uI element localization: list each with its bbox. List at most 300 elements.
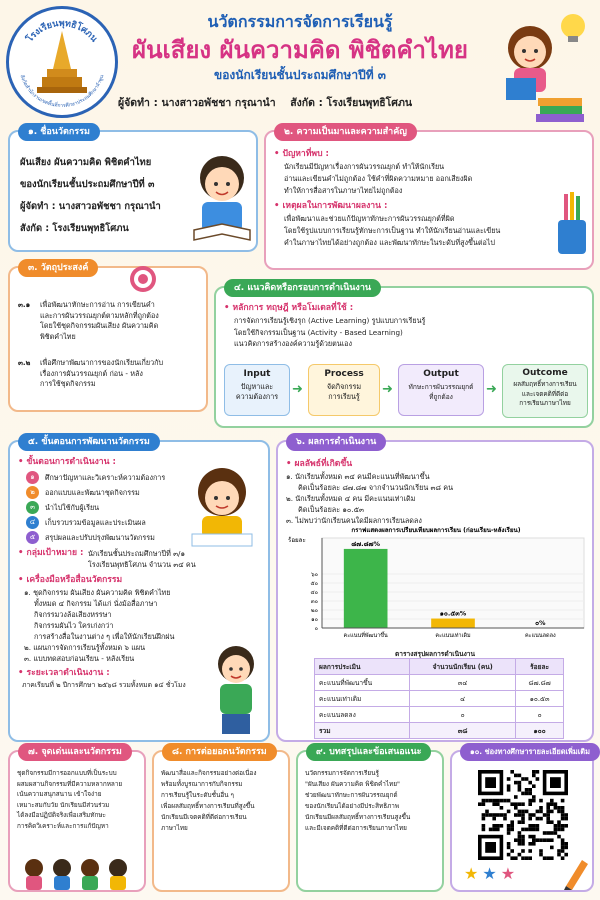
qr-module	[528, 792, 532, 796]
flow-input	[224, 364, 290, 416]
reason-text	[274, 213, 586, 249]
qr-module	[518, 781, 522, 785]
qr-module	[525, 810, 529, 814]
extension-line: นักเรียนมีเจตคติที่ดีต่อการเรียน	[161, 813, 247, 821]
qr-module	[550, 831, 554, 835]
qr-module	[514, 774, 518, 778]
qr-module	[525, 788, 529, 792]
qr-module	[543, 856, 547, 860]
qr-module	[518, 831, 522, 835]
flow-outcome	[502, 364, 588, 418]
title-grade: ของนักเรียนชั้นประถมศึกษาปีที่ ๓	[214, 68, 386, 82]
qr-module	[557, 806, 561, 810]
qr-module	[546, 831, 550, 835]
step-number: ๔	[26, 516, 39, 529]
y-tick-label: ๐	[314, 626, 318, 632]
step-text: สรุปผลและปรับปรุงพัฒนานวัตกรรม	[45, 532, 155, 542]
flow-line: ทักษะการผันวรรณยุกต์	[408, 383, 474, 391]
qr-module	[557, 835, 561, 839]
qr-module	[521, 820, 525, 824]
table-cell: ๓๘	[410, 723, 516, 739]
table-header-cell: จำนวนนักเรียน (คน)	[410, 659, 516, 675]
qr-module	[546, 856, 550, 860]
duration-heading: • ระยะเวลาดำเนินงาน :	[18, 668, 110, 678]
girl-writing-illustration	[178, 460, 266, 550]
section-9-title: ๙. บทสรุปและข้อเสนอแนะ	[306, 743, 431, 761]
qr-module	[532, 799, 536, 803]
qr-module	[492, 799, 496, 803]
qr-module	[521, 842, 525, 846]
author: ผู้จัดทำ : นางสาวอพัชชา กรุณานำ	[118, 97, 276, 109]
qr-module	[546, 810, 550, 814]
table-cell: ๑๐๐	[516, 723, 564, 739]
qr-module	[532, 770, 536, 774]
step-text: เก็บรวบรวมข้อมูลและประเมินผล	[45, 517, 146, 527]
extension-line: เพื่อผลสัมฤทธิ์ทางการเรียนที่สูงขึ้น	[161, 802, 255, 810]
problem-line: อ่านและเขียนคำไม่ถูกต้อง ใช้คำที่ผิดความหมาย ออกเสียงผิด	[284, 174, 473, 183]
qr-module	[539, 849, 543, 853]
highlight-line: ผสมผสานกิจกรรมที่มีความหลากหลาย	[17, 779, 123, 788]
qr-module	[514, 813, 518, 817]
section-3-title: ๓. วัตถุประสงค์	[18, 259, 98, 277]
table-cell: ๐	[516, 707, 564, 723]
conclusion-line: ของนักเรียนได้อย่างมีประสิทธิภาพ	[305, 802, 400, 810]
logo-sub-text: สังกัดสำนักงานเขตพื้นที่การศึกษาประถมศึกษาลำพูน	[18, 74, 106, 110]
theory-line: แนวคิดการสร้างองค์ความรู้ด้วยตนเอง	[234, 339, 352, 348]
reason-line: เพื่อพัฒนาและช่วยแก้ปัญหาทักษะการผันวรรณยุกต์ที่ผิด	[284, 214, 455, 223]
qr-module	[518, 835, 522, 839]
qr-module	[561, 806, 565, 810]
qr-module	[543, 831, 547, 835]
result-line: ๑. นักเรียนทั้งหมด ๓๔ คนมีคะแนนที่พัฒนาขึ้น	[286, 472, 430, 481]
extension-line: พร้อมทั้งบูรณาการกับกิจกรรม	[161, 780, 243, 788]
step-text: นำไปใช้กับผู้เรียน	[45, 502, 100, 512]
qr-module	[492, 817, 496, 821]
results-bar-chart	[284, 524, 588, 644]
problem-text	[274, 161, 586, 197]
qr-module	[550, 802, 554, 806]
kids-illustration	[14, 856, 142, 890]
conclusion-line: นวัตกรรมการจัดการเรียนรู้	[305, 769, 379, 777]
objective-2-text	[40, 358, 163, 390]
section-7-title: ๗. จุดเด่นและนวัตกรรม	[18, 743, 132, 761]
step-text: ออกแบบและพัฒนาชุดกิจกรรม	[45, 487, 140, 497]
qr-module	[492, 813, 496, 817]
results-block	[286, 458, 586, 526]
qr-module	[521, 777, 525, 781]
pencil-icon	[560, 856, 590, 892]
qr-module	[489, 828, 493, 832]
section-8-card	[152, 747, 290, 892]
section-5-card	[8, 437, 270, 742]
qr-module	[496, 802, 500, 806]
table-cell: ๘๗.๘๗	[516, 675, 564, 691]
table-cell: ๔	[410, 691, 516, 707]
flow-output-heading: Output	[423, 369, 459, 379]
qr-module	[507, 810, 511, 814]
qr-module	[518, 784, 522, 788]
qr-module	[514, 856, 518, 860]
objective-line: เพื่อศึกษาพัฒนาการของนักเรียนเกี่ยวกับ	[40, 358, 164, 367]
qr-module	[557, 849, 561, 853]
qr-module	[507, 788, 511, 792]
theory-line: โดยใช้กิจกรรมเป็นฐาน (Activity - Based Learning)	[234, 327, 403, 337]
theory-line: การจัดการเรียนรู้เชิงรุก (Active Learning) รูปแบบการเรียนรู้	[234, 316, 426, 325]
tool-line: ๓. แบบทดสอบก่อนเรียน - หลังเรียน	[24, 654, 135, 663]
flow-outcome-desc	[503, 380, 587, 409]
theory-text	[224, 315, 584, 350]
flow-line: ปัญหาและ	[240, 382, 274, 391]
school: สังกัด : โรงเรียนพุทธิโศภน	[290, 97, 413, 109]
qr-module	[561, 849, 565, 853]
flow-output	[398, 364, 484, 416]
flow-line: ความต้องการ	[235, 392, 279, 401]
qr-module	[532, 842, 536, 846]
qr-module	[554, 806, 558, 810]
qr-module	[503, 813, 507, 817]
qr-module	[528, 802, 532, 806]
qr-module	[561, 810, 565, 814]
qr-module	[561, 828, 565, 832]
qr-module	[539, 838, 543, 842]
qr-module	[496, 824, 500, 828]
qr-module	[485, 810, 489, 814]
qr-module	[514, 802, 518, 806]
qr-module	[525, 856, 529, 860]
problem-block	[274, 148, 586, 249]
qr-module	[554, 824, 558, 828]
reason-line: คำในภาษาไทยได้อย่างถูกต้อง และพัฒนาทักษะในระดับที่สูงขึ้นต่อไป	[284, 238, 495, 247]
qr-module	[521, 802, 525, 806]
boy-thumbs-up-illustration	[206, 642, 268, 736]
qr-module	[500, 824, 504, 828]
qr-module	[510, 828, 514, 832]
qr-module	[525, 777, 529, 781]
qr-module	[482, 817, 486, 821]
extension-text	[161, 768, 289, 834]
flow-line: ที่ถูกต้อง	[429, 393, 453, 401]
qr-module	[492, 828, 496, 832]
tool-line: การสร้างสื่อในงานต่าง ๆ เพื่อให้นักเรียนฝึกฝน	[34, 632, 175, 641]
qr-module	[525, 828, 529, 832]
objective-2-number: ๓.๒	[18, 358, 31, 367]
step-number: ๓	[26, 501, 39, 514]
table-header-row	[315, 659, 564, 675]
summary-table-title: ตารางสรุปผลการดำเนินงาน	[394, 650, 476, 658]
qr-module	[514, 795, 518, 799]
steps-heading: • ขั้นตอนการดำเนินงาน :	[18, 457, 116, 467]
objective-line: การใช้ชุดกิจกรรม	[40, 379, 96, 388]
qr-module	[528, 799, 532, 803]
star-icons	[464, 864, 519, 883]
qr-module	[496, 813, 500, 817]
qr-module	[561, 813, 565, 817]
qr-module	[514, 806, 518, 810]
qr-code[interactable]	[478, 770, 568, 860]
qr-module	[507, 799, 511, 803]
qr-module	[550, 838, 554, 842]
section-4-title: ๔. แนวคิดหรือกรอบการดำเนินงาน	[224, 279, 381, 297]
table-row	[315, 691, 564, 707]
qr-module	[521, 835, 525, 839]
objective-line: เรื่องการผันวรรณยุกต์ ก่อน - หลัง	[40, 368, 143, 378]
section-2-card	[264, 127, 594, 270]
target-icon	[128, 264, 158, 296]
qr-module	[482, 802, 486, 806]
qr-module	[518, 774, 522, 778]
qr-module	[564, 846, 568, 850]
section-10-card	[450, 747, 594, 892]
flow-input-desc	[225, 382, 289, 402]
section-9-card	[296, 747, 444, 892]
table-cell: คะแนนที่พัฒนาขึ้น	[315, 675, 410, 691]
qr-module	[482, 813, 486, 817]
section-6-title: ๖. ผลการดำเนินงาน	[286, 433, 386, 451]
objective-1	[18, 300, 204, 342]
title-main: นวัตกรรมการจัดการเรียนรู้	[207, 12, 393, 31]
qr-module	[500, 813, 504, 817]
tool-line: ทั้งหมด ๔ กิจกรรม ได้แก่ นั่งม้อสื่อภาษา	[34, 599, 158, 608]
x-tick-label: คะแนนเท่าเดิม	[435, 633, 471, 639]
logo-text: โรงเรียนพุทธิโศภน	[25, 18, 99, 45]
qr-module	[557, 810, 561, 814]
framework-flow	[224, 364, 588, 420]
qr-module	[554, 828, 558, 832]
target-group-heading: • กลุ่มเป้าหมาย :	[18, 548, 84, 558]
qr-module	[507, 828, 511, 832]
title-innovation: ผันเสียง ผันความคิด พิชิตคำไทย	[132, 36, 468, 64]
qr-module	[503, 799, 507, 803]
step-number: ๒	[26, 486, 39, 499]
qr-module	[532, 795, 536, 799]
qr-module	[500, 806, 504, 810]
qr-module	[482, 828, 486, 832]
qr-module	[485, 777, 496, 788]
target-line: นักเรียนชั้นประถมศึกษาปีที่ ๓/๑	[88, 549, 186, 558]
table-cell: ๓๔	[410, 675, 516, 691]
qr-module	[554, 802, 558, 806]
qr-module	[536, 828, 540, 832]
objective-line: โดยใช้ชุดกิจกรรมผันเสียง ผันความคิด	[40, 321, 159, 330]
qr-module	[528, 813, 532, 817]
table-cell: ๑๐.๕๓	[516, 691, 564, 707]
highlights-text	[17, 768, 145, 832]
flow-arrow-icon: ➜	[382, 382, 393, 397]
flow-process-heading: Process	[324, 369, 364, 379]
qr-module	[492, 824, 496, 828]
qr-module	[528, 781, 532, 785]
extension-line: พัฒนาสื่อและกิจกรรมอย่างต่อเนื่อง	[161, 769, 257, 777]
qr-module	[518, 788, 522, 792]
qr-module	[478, 802, 482, 806]
qr-module	[546, 838, 550, 842]
qr-module	[539, 817, 543, 821]
qr-module	[554, 831, 558, 835]
qr-module	[557, 828, 561, 832]
qr-module	[550, 810, 554, 814]
qr-module	[546, 806, 550, 810]
chart-title: กราฟแสดงผลการเปรียบเทียบผลการเรียน (ก่อนเรียน-หลังเรียน)	[351, 527, 521, 534]
qr-module	[539, 806, 543, 810]
qr-module	[536, 810, 540, 814]
qr-module	[539, 853, 543, 857]
author-line	[118, 94, 488, 111]
results-text	[286, 471, 586, 526]
tool-line: ๑. ชุดกิจกรรม ผันเสียง ผันความคิด พิชิตคำไทย	[24, 588, 171, 597]
highlight-line: ได้ลงมือปฏิบัติจริงเพื่อเสริมทักษะ	[17, 811, 106, 820]
table-header-cell: ผลการประเมิน	[315, 659, 410, 675]
qr-module	[561, 838, 565, 842]
qr-module	[557, 824, 561, 828]
qr-module	[518, 813, 522, 817]
qr-module	[507, 824, 511, 828]
problem-heading: • ปัญหาที่พบ :	[274, 149, 329, 159]
qr-module	[507, 842, 511, 846]
qr-module	[518, 820, 522, 824]
qr-module	[507, 784, 511, 788]
result-line: ๓. ไม่พบว่านักเรียนคนใดมีผลการเรียนลดลง	[286, 516, 422, 525]
conclusion-line: "ผันเสียง ผันความคิด พิชิตคำไทย"	[305, 780, 400, 788]
qr-module	[532, 828, 536, 832]
qr-module	[528, 842, 532, 846]
tools-heading: • เครื่องมือหรือสื่อนวัตกรรม	[18, 575, 123, 585]
qr-module	[557, 820, 561, 824]
result-line: คิดเป็นร้อยละ ๑๐.๕๓	[298, 505, 364, 514]
qr-module	[489, 799, 493, 803]
qr-module	[532, 784, 536, 788]
qr-module	[528, 835, 532, 839]
qr-module	[521, 838, 525, 842]
bar	[431, 619, 475, 628]
flow-output-desc	[399, 382, 483, 402]
section-10-title: ๑๐. ช่องทางศึกษารายละเอียดเพิ่มเติม	[460, 743, 600, 761]
table-header-cell: ร้อยละ	[516, 659, 564, 675]
qr-module	[525, 792, 529, 796]
qr-module	[543, 838, 547, 842]
step-text: ศึกษาปัญหาและวิเคราะห์ความต้องการ	[45, 472, 166, 482]
qr-module	[489, 813, 493, 817]
innovation-name-text	[20, 152, 161, 240]
conclusion-line: นักเรียนมีผลสัมฤทธิ์ทางการเรียนสูงขึ้น	[305, 813, 411, 821]
qr-module	[546, 802, 550, 806]
objective-line: เพื่อพัฒนาทักษะการอ่าน การเขียนคำ	[40, 300, 155, 309]
qr-module	[510, 856, 514, 860]
qr-module	[532, 824, 536, 828]
qr-module	[536, 838, 540, 842]
qr-module	[482, 799, 486, 803]
qr-module	[485, 799, 489, 803]
bar-value-label: ๐%	[535, 619, 546, 627]
qr-module	[543, 813, 547, 817]
qr-module	[503, 817, 507, 821]
x-tick-label: คะแนนลดลง	[524, 633, 556, 639]
table-row	[315, 723, 564, 739]
highlight-line: เน้นความสนุกสนาน เข้าใจง่าย	[17, 790, 102, 799]
qr-module	[532, 774, 536, 778]
problem-line: ทำให้การสื่อสารในภาษาไทยไม่ถูกต้อง	[284, 186, 403, 195]
y-tick-label: ๖๐	[311, 572, 318, 578]
qr-module	[564, 813, 568, 817]
section-1-title: ๑. ชื่อนวัตกรรม	[18, 123, 100, 141]
table-row	[315, 675, 564, 691]
qr-module	[521, 810, 525, 814]
y-tick-label: ๓๐	[310, 599, 318, 605]
highlight-line: ชุดกิจกรรมมีการออกแบบที่เป็นระบบ	[17, 769, 117, 777]
qr-module	[564, 817, 568, 821]
qr-module	[518, 802, 522, 806]
qr-module	[536, 777, 540, 781]
qr-module	[510, 849, 514, 853]
qr-module	[561, 842, 565, 846]
qr-module	[528, 824, 532, 828]
objective-1-number: ๓.๑	[18, 300, 31, 309]
qr-module	[564, 824, 568, 828]
y-tick-label: ๕๐	[310, 581, 318, 587]
flow-arrow-icon: ➜	[486, 382, 497, 397]
qr-module	[528, 817, 532, 821]
flow-line: การเรียนภาษาไทย	[519, 399, 571, 407]
qr-module	[521, 792, 525, 796]
qr-module	[532, 838, 536, 842]
extension-line: การเรียนรู้ในระดับชั้นอื่น ๆ	[161, 791, 234, 799]
qr-module	[539, 799, 543, 803]
star-icon: ★	[482, 864, 501, 883]
conclusion-line: และมีเจตคติที่ดีต่อการเรียนภาษาไทย	[305, 824, 407, 832]
summary-table	[314, 658, 564, 739]
highlight-line: การคิดวิเคราะห์และการแก้ปัญหา	[17, 821, 109, 830]
qr-module	[550, 777, 561, 788]
section-2-title: ๒. ความเป็นมาและความสำคัญ	[274, 123, 417, 141]
girl-reading-illustration	[478, 8, 596, 126]
qr-module	[561, 824, 565, 828]
step-number: ๕	[26, 531, 39, 544]
duration-text: ภาคเรียนที่ ๒ ปีการศึกษา ๒๕๖๘ รวมทั้งหมด ๑๔ ชั่วโมง	[22, 681, 186, 689]
school-logo	[6, 6, 118, 118]
qr-module	[514, 781, 518, 785]
tool-line: กิจกรรมวงล้อเสียงหรรษา	[34, 610, 112, 619]
qr-module	[496, 799, 500, 803]
qr-module	[564, 842, 568, 846]
qr-module	[518, 838, 522, 842]
qr-module	[550, 799, 554, 803]
qr-module	[521, 817, 525, 821]
flow-line: ผลสัมฤทธิ์ทางการเรียน	[513, 380, 577, 388]
extension-line: ภาษาไทย	[161, 824, 188, 832]
qr-module	[507, 777, 511, 781]
qr-module	[514, 838, 518, 842]
section-7-card	[8, 747, 146, 892]
bar	[344, 549, 388, 628]
qr-module	[550, 846, 554, 850]
qr-module	[561, 817, 565, 821]
qr-module	[546, 813, 550, 817]
highlight-line: เหมาะสมกับวัย นักเรียนมีส่วนร่วม	[17, 800, 110, 809]
conclusion-line: ช่วยพัฒนาทักษะการผันวรรณยุกต์	[305, 791, 398, 799]
qr-module	[492, 802, 496, 806]
table-cell: รวม	[315, 723, 410, 739]
theory-heading: • หลักการ ทฤษฎี หรือโมเดลที่ใช้ :	[224, 303, 354, 313]
qr-module	[521, 856, 525, 860]
qr-module	[536, 817, 540, 821]
qr-module	[485, 842, 496, 853]
qr-module	[546, 817, 550, 821]
qr-module	[561, 846, 565, 850]
qr-module	[507, 853, 511, 857]
objective-2	[18, 358, 204, 390]
qr-module	[510, 824, 514, 828]
y-tick-label: ๔๐	[310, 590, 318, 596]
flow-line: และเจตคติที่ดีต่อ	[521, 389, 569, 398]
